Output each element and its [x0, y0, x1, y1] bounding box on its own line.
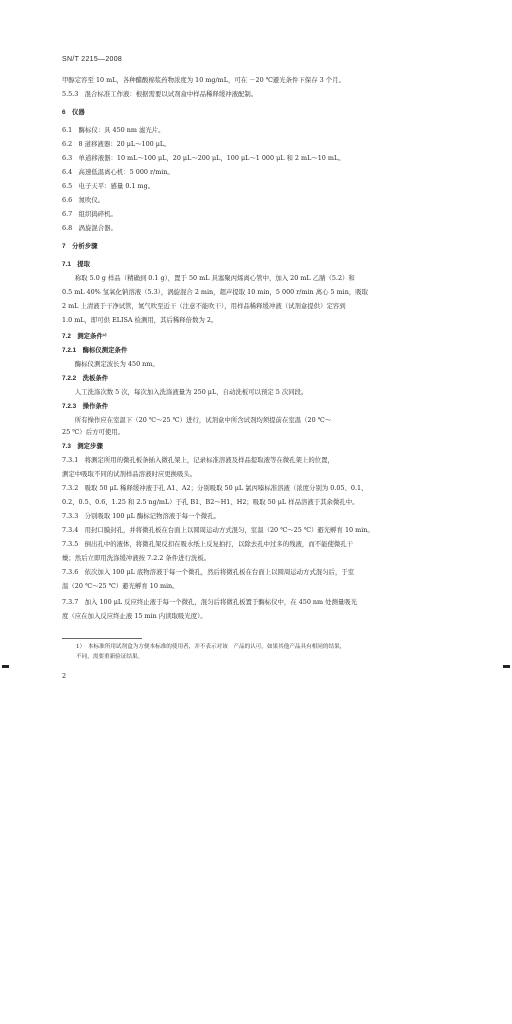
text-line: 7.3.5 倒出孔中的液体，将微孔架反扣在吸水纸上反复拍打，以除去孔中过多的残液，而不能使微孔干 [62, 540, 354, 548]
scan-edge-mark-left [2, 665, 9, 668]
text-line: 6.7 组织捣碎机。 [62, 210, 117, 218]
text-line: 7.3.4 用封口膜封孔，并将微孔板在台面上以圆周运动方式混匀，室温（20 ℃～25 ℃）避光孵育 10 min。 [62, 526, 374, 534]
standard-code-header: SN/T 2215—2008 [62, 56, 123, 63]
text-line: 称取 5.0 g 样品（精确到 0.1 g），置于 50 mL 具塞聚丙烯离心管中，加入 20 mL 乙腈（5.2）和 [62, 274, 355, 282]
text-line: 所有操作应在室温下（20 ℃～25 ℃）进行，试剂盒中所含试剂均须提前在室温（20 ℃～ [62, 416, 332, 424]
text-line: 度（应在加入反应终止液 15 min 内读取吸光度）。 [62, 612, 207, 620]
text-line: 6.5 电子天平：感量 0.1 mg。 [62, 182, 155, 190]
text-line: 25 ℃）后方可使用。 [62, 428, 125, 436]
text-line: 0.5 mL 40% 氢氧化钠溶液（5.3），涡旋混合 2 min，超声提取 10 min，5 000 r/min 离心 5 min，吸取 [62, 288, 368, 296]
section-heading: 7.2.2 洗板条件 [62, 375, 109, 382]
text-line: 7.3.2 吸取 50 μL 稀释缓冲液于孔 A1、A2；分别吸取 50 μL 氯丙嗪标准溶液（浓度分别为 0.05、0.1、 [62, 484, 368, 492]
text-line: 5.5.3 混合标准工作液：根据需要以试剂盒中样品稀释缓冲液配制。 [62, 90, 258, 98]
section-heading: 7.2.3 操作条件 [62, 403, 109, 410]
text-line: 6.6 氮吹仪。 [62, 196, 105, 204]
text-line: 1.0 mL，即可供 ELISA 检测用，其后稀释倍数为 2。 [62, 316, 218, 324]
text-line: 7.3.6 依次加入 100 μL 底物溶液于每一个微孔，然后将微孔板在台面上以圆周运动方式混匀后，于室 [62, 568, 355, 576]
text-line: 0.2、0.5、0.6、1.25 和 2.5 ng/mL）于孔 B1、B2～H1、H2；吸取 50 μL 样品溶液于其余微孔中。 [62, 498, 359, 506]
text-line: 酶标仪测定波长为 450 nm。 [62, 360, 159, 368]
text-line: 7.3.7 加入 100 μL 反应终止液于每一个微孔，混匀后将微孔板置于酶标仪中，在 450 nm 处测量吸光 [62, 598, 358, 606]
text-line: 7.3.1 将测定所用的微孔板条插入微孔架上，记录标准溶液及样品提取液等在微孔架上的位置， [62, 456, 334, 464]
text-line: 人工洗涤次数 5 次，每次加入洗涤液量为 250 μL，自动洗板可以预定 5 次同段。 [62, 388, 308, 396]
footnote-line: 1） 本标准所用试剂盒为方便本标准的使用者，并不表示对该 产品的认可。如果其他产品具有相同的结果， [76, 644, 346, 650]
text-line: 7.3.3 分别吸取 100 μL 酶标记物溶液于每一个微孔。 [62, 512, 220, 520]
section-heading: 7.3 测定步骤 [62, 443, 103, 450]
text-line: 2 mL 上清液于干净试管，氮气吹至近干（注意不能吹干），用样品稀释缓冲液（试剂盒提供）定容到 [62, 302, 346, 310]
section-heading: 7.1 提取 [62, 261, 91, 268]
section-heading: 7.2 测定条件¹⁾ [62, 333, 107, 340]
footnote-line: 不同，需要重新验证结果。 [76, 654, 144, 660]
section-heading: 7.2.1 酶标仪测定条件 [62, 347, 128, 354]
scan-edge-mark-right [503, 665, 510, 668]
page-number: 2 [62, 672, 67, 680]
section-heading: 6 仪器 [62, 109, 85, 116]
text-line: 6.1 酶标仪：具 450 nm 滤光片。 [62, 126, 165, 134]
footnote-divider [62, 638, 142, 639]
text-line: 甲醇定容至 10 mL，各种醋酸棉浆药物浓度为 10 mg/mL，可在 －20 ℃避光条件下保存 3 个月。 [62, 76, 345, 84]
text-line: 6.3 单道移液器：10 mL～100 μL，20 μL～200 μL，100 μL～1 000 μL 和 2 mL～10 mL。 [62, 154, 345, 162]
section-heading: 7 分析步骤 [62, 243, 98, 250]
text-line: 燥；然后立即用洗涤缓冲液按 7.2.2 条件进行洗板。 [62, 554, 211, 562]
text-line: 测定中吸取不同的试剂样品溶液时应更换吸头。 [62, 470, 197, 478]
text-line: 6.8 涡旋混合器。 [62, 224, 117, 232]
text-line: 6.2 8 道移液器：20 μL～100 μL。 [62, 140, 171, 148]
text-line: 6.4 高速低温离心机：5 000 r/min。 [62, 168, 174, 176]
text-line: 温（20 ℃～25 ℃）避光孵育 10 min。 [62, 582, 179, 590]
